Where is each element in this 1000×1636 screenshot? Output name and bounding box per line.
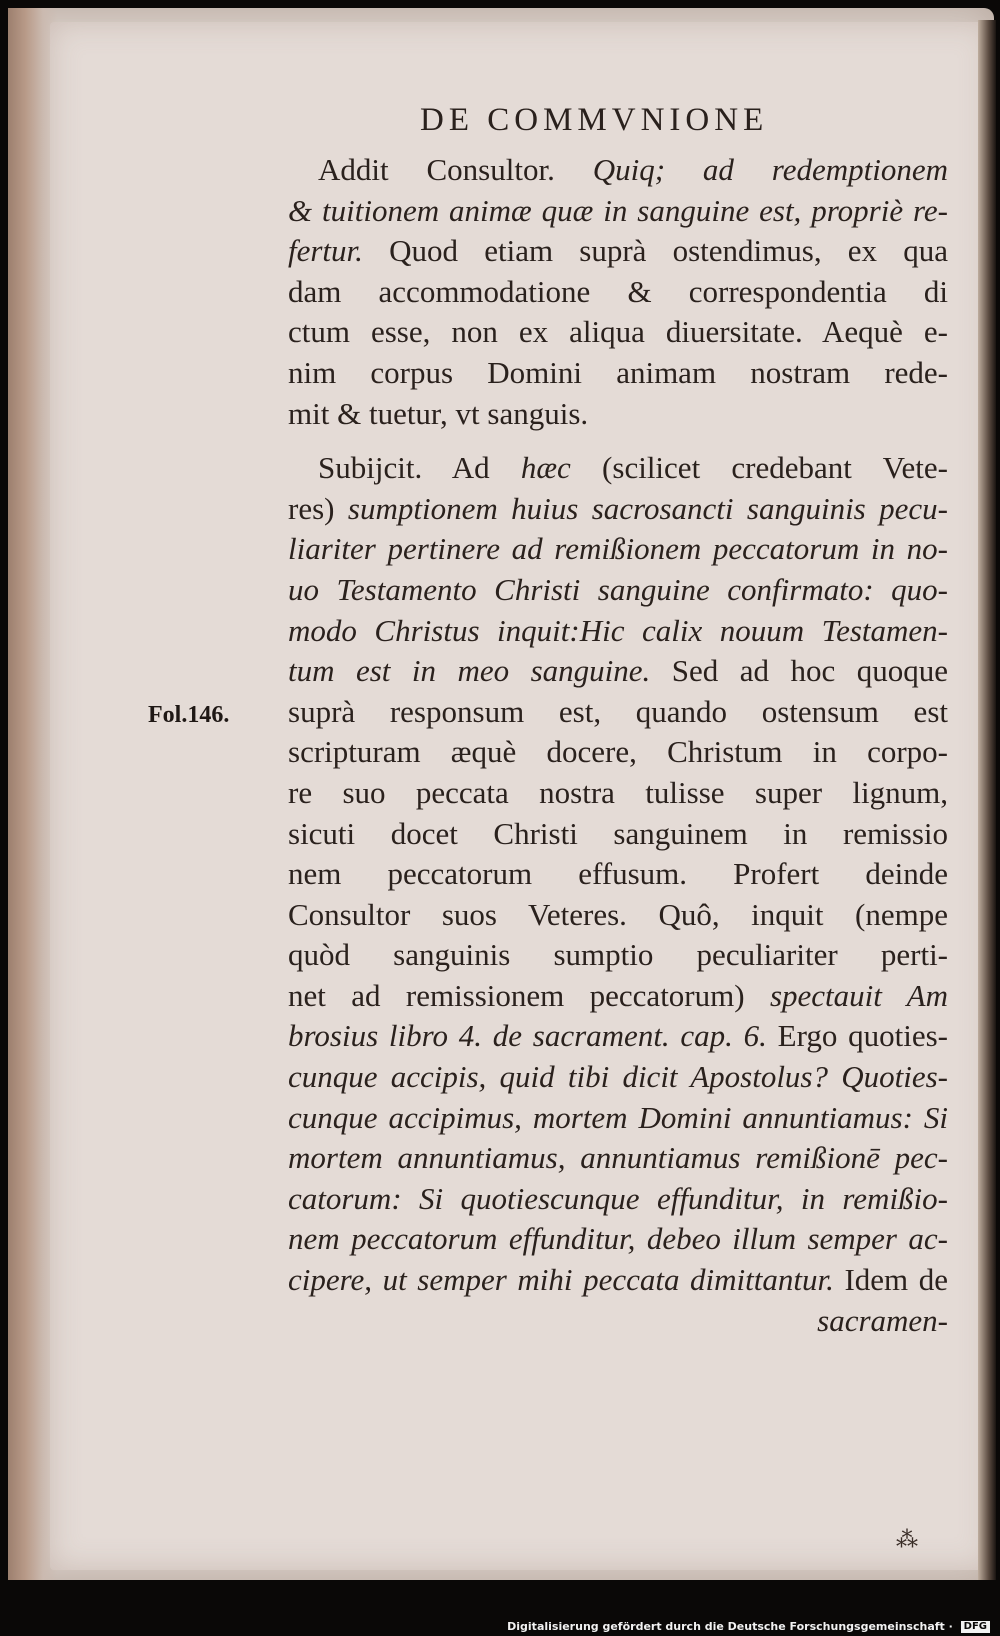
roman-segment: nem peccatorum effusum. Profert deinde: [288, 856, 948, 892]
text-line: [288, 611, 948, 652]
roman-segment: Idem de: [833, 1262, 948, 1298]
text-line: [288, 394, 948, 435]
page-edge-shadow: [978, 20, 996, 1580]
roman-segment: nim corpus Domini animam nostram rede-: [288, 354, 948, 390]
text-line: [288, 489, 948, 530]
text-line: [288, 732, 948, 773]
roman-segment: Subijcit. Ad: [318, 450, 521, 486]
roman-segment: suprà responsum est, quando ostensum est: [288, 693, 948, 729]
italic-segment: brosius libro 4. de sacrament. cap. 6.: [288, 1018, 767, 1054]
footer-text: Digitalisierung gefördert durch die Deutsche Forschungsgemeinschaft ·: [507, 1620, 953, 1633]
text-line: [288, 1260, 948, 1301]
italic-segment: mortem annuntiamus, annuntiamus remißionē pec-: [288, 1140, 948, 1176]
text-line: [288, 692, 948, 733]
catchword: sacramen-: [817, 1302, 948, 1338]
italic-segment: tum est in meo sanguine.: [288, 653, 651, 689]
text-line: [288, 1179, 948, 1220]
margin-note: Fol.146.: [148, 702, 230, 728]
roman-segment: sicuti docet Christi sanguinem in remissio: [288, 815, 948, 851]
italic-segment: fertur.: [288, 233, 363, 269]
text-line: [288, 854, 948, 895]
roman-segment: quòd sanguinis sumptio peculiariter perti-: [288, 937, 948, 973]
italic-segment: Quiq; ad redemptionem: [592, 152, 948, 187]
text-line: [288, 231, 948, 272]
roman-segment: Addit Consultor.: [318, 152, 593, 187]
italic-segment: catorum: Si quotiescunque effunditur, in remißio-: [288, 1180, 948, 1216]
dfg-logo: DFG: [961, 1621, 990, 1633]
roman-segment: (scilicet credebant Vete-: [570, 450, 948, 486]
italic-segment: cunque accipimus, mortem Domini annuntiamus: Si: [288, 1099, 948, 1135]
text-line: [288, 570, 948, 611]
italic-segment: hæc: [520, 450, 571, 486]
roman-segment: Ergo quoties-: [766, 1018, 948, 1054]
italic-segment: spectauit Am: [769, 977, 948, 1013]
roman-segment: Consultor suos Veteres. Quô, inquit (nempe: [288, 896, 948, 932]
italic-segment: modo Christus inquit:: [288, 612, 580, 648]
roman-segment: Quod etiam suprà ostendimus, ex qua: [362, 233, 948, 269]
italic-segment: liariter pertinere ad remißionem peccatorum in no-: [288, 531, 948, 567]
text-line: [288, 448, 948, 489]
italic-segment: Hic calix nouum Testamen-: [579, 612, 948, 648]
text-line: [288, 814, 948, 855]
text-line: [288, 529, 948, 570]
text-line: [288, 935, 948, 976]
roman-segment: ctum esse, non ex aliqua diuersitate. Aequè e-: [288, 314, 948, 350]
text-line: [288, 895, 948, 936]
text-line: [288, 1219, 948, 1260]
italic-segment: uo Testamento Christi sanguine confirmato: quo-: [288, 571, 948, 607]
text-line: [288, 272, 948, 313]
text-line: [288, 1057, 948, 1098]
text-line: [288, 312, 948, 353]
running-title: DE COMMVNIONE: [420, 102, 769, 138]
italic-segment: sumptionem huius sacrosancti sanguinis pecu-: [347, 490, 948, 526]
roman-segment: net ad remissionem peccatorum): [288, 977, 770, 1013]
italic-segment: cunque accipis, quid tibi dicit Apostolus? Quoties-: [288, 1059, 948, 1095]
roman-segment: res): [288, 490, 348, 526]
roman-segment: mit & tuetur, vt sanguis.: [288, 395, 589, 431]
text-line: [288, 976, 948, 1017]
italic-segment: nem peccatorum effunditur, debeo illum semper ac-: [288, 1221, 948, 1257]
text-line: [288, 150, 948, 191]
text-line: [288, 191, 948, 232]
footer-credit: [470, 1618, 990, 1636]
text-line: [288, 651, 948, 692]
italic-segment: cipere, ut semper mihi peccata dimittantur.: [288, 1262, 834, 1298]
text-line: [288, 773, 948, 814]
italic-segment: & tuitionem animæ quæ in sanguine est, propriè re-: [288, 192, 948, 228]
roman-segment: re suo peccata nostra tulisse super lignum,: [288, 774, 948, 810]
text-line: [288, 1098, 948, 1139]
roman-segment: dam accommodatione & correspondentia di: [288, 273, 948, 309]
roman-segment: Sed ad hoc quoque: [650, 653, 948, 689]
corner-mark: ⁂: [896, 1528, 918, 1553]
roman-segment: scripturam æquè docere, Christum in corpo-: [288, 734, 948, 770]
text-line: [288, 1016, 948, 1057]
body-text: [288, 150, 948, 1341]
text-line: [288, 1138, 948, 1179]
text-line: [288, 353, 948, 394]
